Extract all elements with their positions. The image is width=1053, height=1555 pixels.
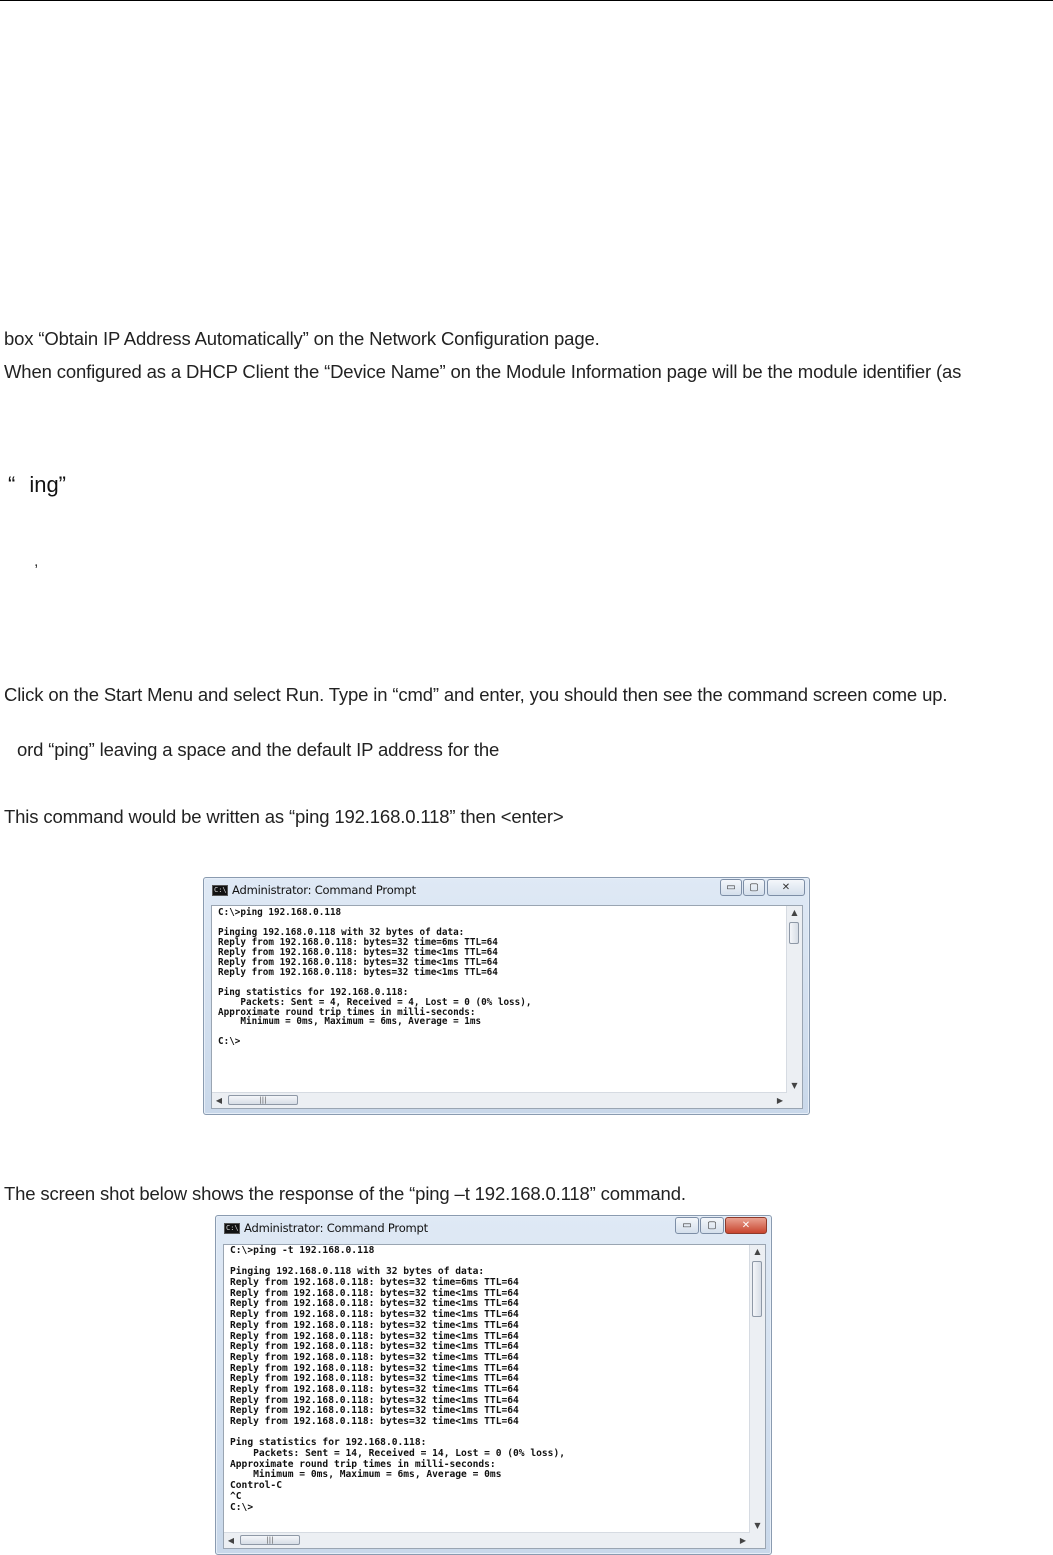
stray-comma: , [34,553,39,570]
scroll-up-icon[interactable]: ▲ [754,1247,761,1256]
window-title: Administrator: Command Prompt [244,1221,428,1235]
paragraph-ping-command: This command would be written as “ping 192.168.0.118” then <enter> [4,806,564,827]
maximize-button[interactable]: ▢ [743,879,765,896]
scroll-down-icon[interactable]: ▼ [791,1081,798,1090]
console-area[interactable] [223,1244,766,1549]
paragraph-start-menu: Click on the Start Menu and select Run. Type in “cmd” and enter, you should then see the command screen come up. [4,684,948,705]
command-prompt-window-1 [203,877,810,1115]
command-prompt-window-2 [215,1215,772,1555]
horizontal-scrollbar[interactable] [212,1092,787,1108]
scroll-left-icon[interactable]: ◀ [227,1536,235,1545]
vertical-scrollbar[interactable] [786,906,802,1093]
heading-word: ing” [29,472,67,497]
hscroll-thumb[interactable]: ||| [240,1535,300,1545]
hscroll-thumb[interactable]: ||| [228,1095,298,1105]
scroll-right-icon[interactable]: ▶ [776,1096,784,1105]
heading-quote: “ [8,472,16,497]
horizontal-scrollbar[interactable] [224,1532,750,1548]
cmd-icon: C:\ [226,1224,239,1232]
maximize-button[interactable]: ▢ [700,1217,724,1234]
console-area[interactable] [211,905,803,1109]
scroll-corner [787,1093,802,1108]
scroll-right-icon[interactable]: ▶ [739,1536,747,1545]
paragraph-ping-word: ord “ping” leaving a space and the default IP address for the [17,739,500,760]
title-bar[interactable] [216,1216,771,1242]
minimize-button[interactable]: ▭ [675,1217,699,1234]
scroll-corner [750,1533,765,1548]
scroll-up-icon[interactable]: ▲ [791,908,798,917]
scroll-left-icon[interactable]: ◀ [215,1096,223,1105]
vertical-scrollbar[interactable] [749,1245,765,1533]
paragraph-dhcp-device-name: When configured as a DHCP Client the “Device Name” on the Module Information page will be the module identifier (as [4,361,962,382]
console-output: C:\>ping -t 192.168.0.118 Pinging 192.168.0.118 with 32 bytes of data: Reply from 192.168.0.118: bytes=32 time=6ms TTL=64 Reply from 192.168.0.118: bytes=32 time<1ms TTL=64 Reply from 192.168.0.118: bytes=32 time<1ms TTL=64 Reply from 192.168.0.118: bytes=32 time<1ms TTL=64 Reply from 192.168.0.118: bytes=32 time<1ms TTL=64 Reply from 192.168.0.118: bytes=32 time<1ms TTL=64 Reply from 192.168.0.118: bytes=32 time<1ms TTL=64 Reply from 192.168.0.118: bytes=32 time<1ms TTL=64 Reply from 192.168.0.118: bytes=32 time<1ms TTL=64 Reply from 192.168.0.118: bytes=32 time<1ms TTL=64 Reply from 192.168.0.118: bytes=32 time<1ms TTL=64 Reply from 192.168.0.118: bytes=32 time<1ms TTL=64 Reply from 192.168.0.118: bytes=32 time<1ms TTL=64 Reply from 192.168.0.118: bytes=32 time<1ms TTL=64 Ping statistics for 192.168.0.118: Packets: Sent = 14, Received = 14, Lost = 0 (0% loss), Approximate round trip times in milli-seconds: Minimum = 0ms, Maximum = 6ms, Average = 0ms Control-C ^C C:\> [230,1245,566,1513]
paragraph-ping-t-caption: The screen shot below shows the response of the “ping –t 192.168.0.118” command. [4,1183,686,1204]
console-output: C:\>ping 192.168.0.118 Pinging 192.168.0.118 with 32 bytes of data: Reply from 192.168.0.118: bytes=32 time=6ms TTL=64 Reply from 192.168.0.118: bytes=32 time<1ms TTL=64 Reply from 192.168.0.118: bytes=32 time<1ms TTL=64 Reply from 192.168.0.118: bytes=32 time<1ms TTL=64 Ping statistics for 192.168.0.118: Packets: Sent = 4, Received = 4, Lost = 0 (0% loss), Approximate round trip times in milli-seconds: Minimum = 0ms, Maximum = 6ms, Average = 1ms C:\> [218,907,532,1048]
paragraph-dhcp-checkbox: box “Obtain IP Address Automatically” on the Network Configuration page. [4,328,600,349]
cmd-icon: C:\ [214,886,227,894]
title-bar[interactable] [204,878,809,904]
window-title: Administrator: Command Prompt [232,883,416,897]
top-rule [0,0,1053,1]
ping-heading [8,472,66,498]
scroll-down-icon[interactable]: ▼ [754,1521,761,1530]
close-button[interactable]: ✕ [767,879,805,896]
scroll-thumb[interactable] [752,1261,762,1317]
scroll-thumb[interactable] [789,922,799,944]
minimize-button[interactable]: ▭ [720,879,742,896]
close-button[interactable]: ✕ [725,1217,767,1234]
